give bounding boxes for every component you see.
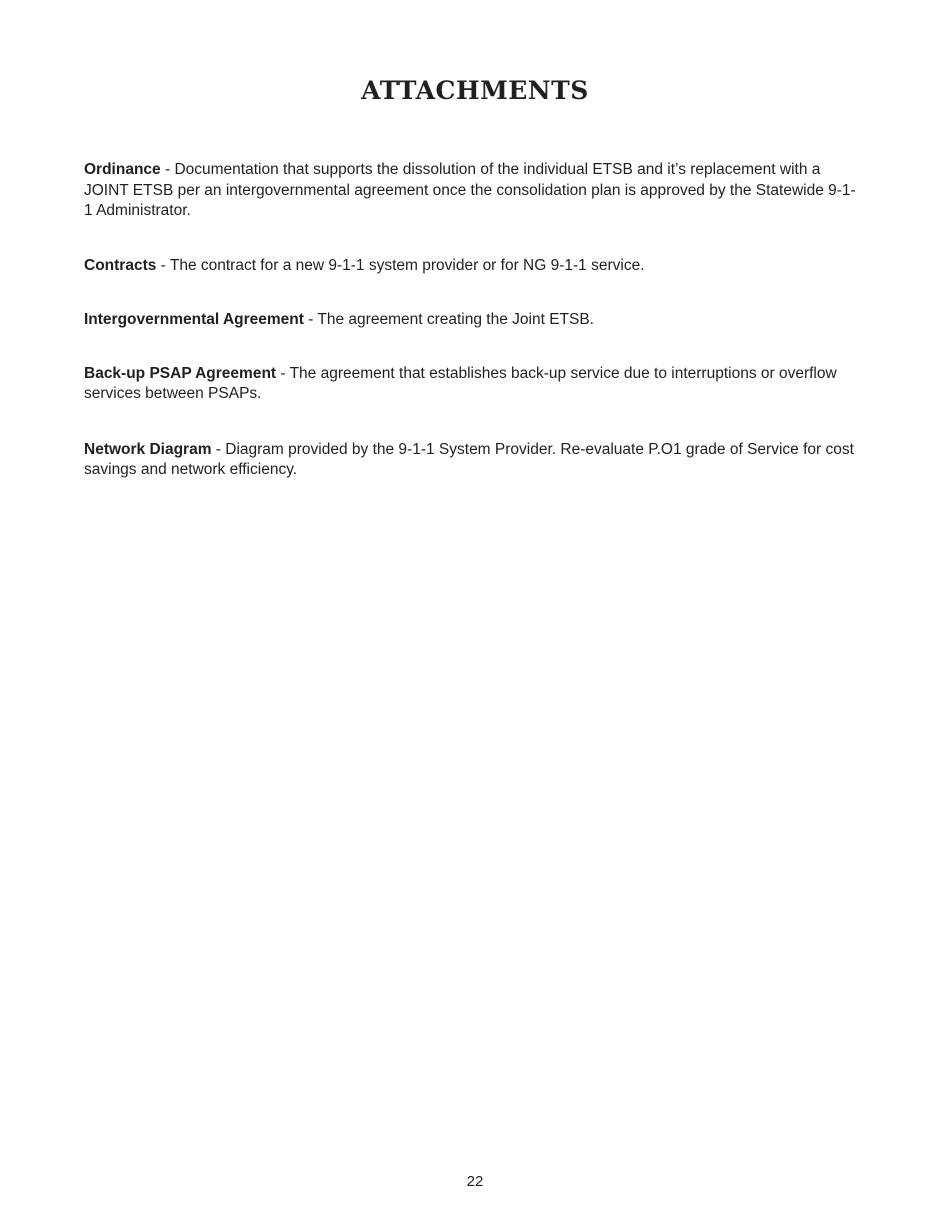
entry-term: Intergovernmental Agreement [84,311,304,328]
page-title: ATTACHMENTS [361,76,589,105]
attachment-entry-ordinance [84,160,864,222]
entry-term: Ordinance [84,161,161,178]
attachment-entry-intergovernmental-agreement [84,310,864,331]
entry-description: - Diagram provided by the 9-1-1 System Provider. Re-evaluate P.O1 grade of Service for cost savings and network efficiency. [84,440,854,478]
entry-description: - The agreement that establishes back-up service due to interruptions or overflow services between PSAPs. [84,364,837,402]
entry-term: Contracts [84,256,157,274]
entry-description: - The contract for a new 9-1-1 system provider or for NG 9-1-1 service. [156,256,645,274]
attachment-entry-backup-psap-agreement [84,364,864,405]
attachments-list [84,160,864,481]
entry-term: Network Diagram [84,440,212,458]
entry-description: - Documentation that supports the dissolution of the individual ETSB and it’s replacement with a JOINT ETSB per an intergovernmental agreement once the consolidation plan is approved by the Statewide 9-1-1 Administrator. [84,161,856,219]
attachment-entry-contracts [84,256,864,277]
entry-term: Back-up PSAP Agreement [84,364,277,382]
entry-description: - The agreement creating the Joint ETSB. [303,311,594,328]
attachment-entry-network-diagram [84,440,864,481]
page-number: 22 [466,1173,484,1190]
